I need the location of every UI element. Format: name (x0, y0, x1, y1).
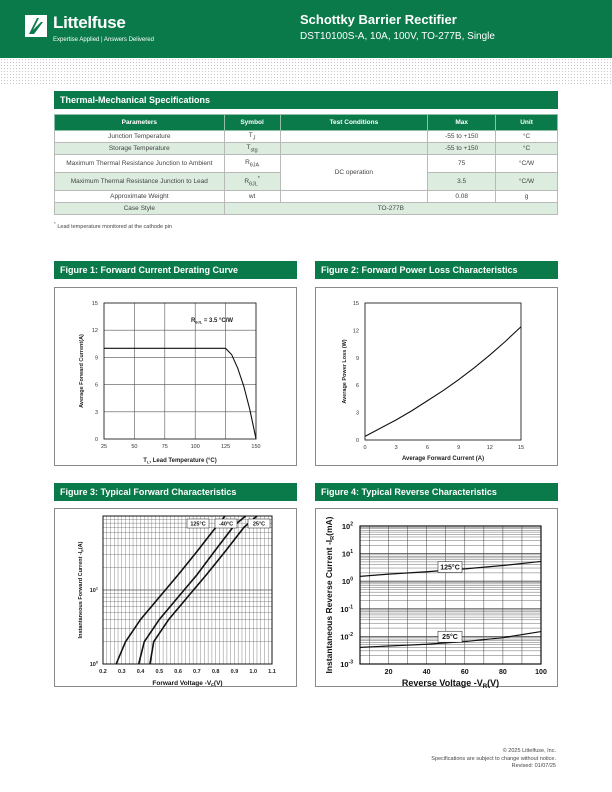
plot-frame (360, 526, 541, 664)
table-row (55, 203, 558, 215)
y-tick-base: 10 (340, 604, 349, 614)
x-axis-label-subscript: L (146, 459, 150, 465)
document-title: Schottky Barrier Rectifier (300, 12, 457, 27)
max-cell: 3.5 (428, 173, 496, 191)
y-tick-base: 10 (341, 522, 351, 531)
y-axis-label (324, 516, 336, 673)
symbol-text: T (248, 131, 253, 139)
col-header-parameters: Parameters (55, 115, 225, 131)
x-tick-label: 75 (161, 444, 168, 450)
unit-cell: g (496, 191, 558, 203)
y-tick-label (340, 604, 353, 614)
y-tick-exponent: -2 (348, 631, 353, 638)
symbol-subscript: θJL (249, 181, 258, 188)
x-axis-label (402, 678, 499, 688)
x-tick-label: 100 (190, 444, 200, 450)
unit-cell: °C/W (496, 155, 558, 173)
symbol-cell (224, 173, 280, 191)
figure-1-title: Figure 1: Forward Current Derating Curve (60, 265, 239, 275)
header-dot-band (0, 58, 612, 84)
y-tick-label: 0 (355, 438, 359, 444)
y-axis-label: Average Power Loss (W) (342, 339, 348, 404)
y-tick-base: 10 (341, 577, 351, 587)
test-condition-cell (280, 191, 428, 203)
y-tick-label: 3 (355, 410, 359, 417)
y-tick-label: 6 (355, 383, 359, 390)
x-tick-label: 0.3 (117, 669, 126, 675)
table-row (55, 155, 558, 173)
param-cell: Junction Temperature (55, 131, 225, 143)
max-cell: 0.08 (428, 191, 496, 203)
thermal-mechanical-spec-table (54, 114, 558, 215)
x-tick-label: 1.0 (249, 669, 258, 675)
y-tick-label: 0 (94, 437, 98, 443)
param-cell: Maximum Thermal Resistance Junction to Ambient (55, 155, 225, 173)
section-title: Thermal-Mechanical Specifications (60, 95, 211, 105)
y-tick-label: 3 (94, 409, 98, 416)
y-tick-label (342, 549, 353, 559)
forward-characteristics-svg (55, 509, 298, 688)
disclaimer: Specifications are subject to change without notice. (431, 755, 556, 762)
test-condition-cell (280, 131, 428, 143)
unit-cell: °C/W (496, 173, 558, 191)
figure-2-chart (315, 287, 558, 466)
y-tick-exponent: -3 (348, 659, 353, 666)
x-axis-label-subscript: R (482, 684, 488, 688)
x-tick-label: 100 (535, 669, 547, 676)
x-axis-label-text: , Lead Temperature (°C) (149, 458, 217, 464)
footnote-text: Lead temperature monitored at the cathode pin (57, 223, 172, 230)
y-tick-label (340, 660, 353, 670)
symbol-text: T (246, 143, 251, 151)
figure-4-title: Figure 4: Typical Reverse Characteristics (321, 487, 497, 497)
y-tick-label (342, 577, 353, 587)
x-tick-label: 0.6 (174, 669, 182, 675)
footnote-mark: * (54, 221, 56, 226)
symbol-cell: wt (224, 191, 280, 203)
table-row (55, 131, 558, 143)
tagline: Expertise Applied | Answers Delivered (53, 37, 154, 43)
x-tick-label: 1.1 (268, 669, 276, 675)
x-tick-label: 0 (363, 445, 367, 451)
y-tick-label: 15 (352, 301, 359, 307)
x-axis-label-text: (V) (487, 678, 500, 688)
unit-cell: °C (496, 143, 558, 155)
power-loss-svg (316, 288, 559, 467)
brand-name: Littelfuse (53, 13, 126, 32)
y-tick-base: 10 (340, 632, 349, 642)
col-header-max: Max (428, 115, 496, 131)
x-tick-label: 25 (100, 444, 108, 450)
symbol-text: R (244, 177, 250, 185)
copyright: © 2025 Littelfuse, Inc. (502, 748, 556, 754)
reverse-characteristics-svg (316, 509, 559, 688)
y-tick-exponent: -1 (348, 604, 353, 611)
y-axis-label-text: (A) (78, 541, 84, 550)
x-tick-label: 50 (131, 444, 138, 450)
x-axis-label-subscript: F (211, 682, 214, 688)
y-tick-base: 10 (340, 660, 349, 669)
param-cell: Case Style (55, 203, 225, 215)
y-tick-exponent: 1 (95, 586, 98, 591)
littelfuse-logo-icon (25, 15, 47, 37)
x-axis-label: Average Forward Current (A) (401, 456, 485, 462)
page-header (0, 0, 612, 58)
y-axis-label (78, 541, 85, 638)
document-subtitle: DST10100S-A, 10A, 100V, TO-277B, Single (300, 31, 495, 42)
plot-frame (365, 303, 521, 440)
symbol-subscript: J (252, 135, 256, 142)
symbol-subscript: stg (250, 147, 258, 154)
x-axis-label (152, 680, 222, 688)
test-condition-cell: DC operation (280, 155, 428, 191)
x-tick-label: 60 (460, 669, 469, 676)
revision-date: Revised: 01/07/25 (511, 763, 556, 769)
plot-frame (104, 303, 256, 439)
derating-curve-line (104, 348, 256, 439)
x-axis-label-text: Forward Voltage -V (152, 680, 212, 687)
max-cell: -55 to +150 (428, 143, 496, 155)
x-tick-label: 125 (221, 444, 231, 450)
param-cell: Approximate Weight (55, 191, 225, 203)
figure-2-title: Figure 2: Forward Power Loss Characteristics (321, 265, 518, 275)
table-header-row (55, 115, 558, 131)
x-tick-label: 6 (425, 445, 429, 451)
y-tick-label (340, 632, 353, 642)
table-row (55, 143, 558, 155)
derating-curve-svg (55, 288, 298, 467)
series-label: 25°C (252, 521, 266, 528)
x-tick-label: 15 (517, 445, 525, 451)
figure-3-chart (54, 508, 297, 687)
series-label: 25°C (442, 634, 458, 642)
x-axis-label-text: Reverse Voltage -V (401, 678, 483, 688)
y-axis-label-text: Instantaneous Forward Current -I (78, 551, 84, 639)
y-tick-exponent: 2 (350, 521, 353, 528)
y-tick-base: 10 (89, 662, 96, 668)
symbol-cell (224, 143, 280, 155)
annotation-text: = 3.5 °C/W (202, 318, 234, 324)
x-axis-label-text: T (143, 458, 147, 464)
symbol-cell (224, 155, 280, 173)
y-tick-label: 12 (91, 328, 98, 335)
x-axis-label-text: (V) (213, 680, 223, 687)
x-tick-label: 20 (384, 669, 393, 676)
col-header-symbol: Symbol (224, 115, 280, 131)
x-tick-label: 3 (394, 445, 398, 451)
section-title-bar (54, 91, 558, 109)
y-tick-exponent: 1 (350, 549, 353, 556)
series-label: 125°C (440, 564, 460, 572)
y-tick-label (342, 522, 353, 532)
y-tick-label (90, 661, 98, 669)
symbol-footnote-mark: * (257, 175, 260, 182)
figure-4-title-bar (315, 483, 558, 501)
y-axis-label: Average Forward Current(A) (79, 334, 85, 408)
x-tick-label: 0.2 (99, 669, 107, 675)
x-tick-label: 0.8 (211, 669, 220, 675)
annotation-label (191, 318, 233, 325)
figure-4-chart (315, 508, 558, 687)
x-tick-label: 12 (486, 445, 493, 451)
y-tick-label (90, 587, 98, 595)
y-tick-label: 9 (94, 355, 98, 362)
x-axis-label (143, 458, 216, 465)
y-tick-base: 10 (341, 549, 351, 559)
figure-1-chart (54, 287, 297, 466)
x-tick-label: 40 (422, 669, 431, 676)
series-label: 125°C (190, 521, 206, 528)
max-cell: -55 to +150 (428, 131, 496, 143)
y-tick-label: 15 (91, 301, 98, 307)
x-tick-label: 0.9 (230, 669, 239, 675)
param-cell: Maximum Thermal Resistance Junction to Lead (55, 173, 225, 191)
figure-2-title-bar (315, 261, 558, 279)
x-tick-label: 0.4 (136, 669, 145, 675)
annotation-subscript: θJL (195, 319, 203, 325)
figure-3-title: Figure 3: Typical Forward Characteristics (60, 487, 237, 497)
y-tick-base: 10 (89, 588, 96, 594)
x-tick-label: 80 (498, 669, 507, 676)
y-axis-label-subscript: F (79, 549, 85, 552)
test-condition-cell (280, 143, 428, 155)
unit-cell: °C (496, 131, 558, 143)
y-tick-exponent: 0 (350, 576, 353, 583)
symbol-text: R (245, 158, 250, 166)
table-footnote (54, 221, 172, 230)
x-tick-label: 150 (251, 444, 261, 450)
power-loss-curve-line (365, 327, 521, 437)
col-header-unit: Unit (496, 115, 558, 131)
y-axis-label-text: (mA) (324, 516, 334, 536)
figure-1-title-bar (54, 261, 297, 279)
x-tick-label: 0.7 (193, 669, 201, 675)
page-footer (431, 748, 556, 771)
y-tick-label: 12 (352, 328, 359, 335)
max-cell: 75 (428, 155, 496, 173)
symbol-subscript: θJA (249, 162, 260, 169)
col-header-test-conditions: Test Conditions (280, 115, 428, 131)
y-axis-label-text: Instantaneous Reverse Current -I (324, 539, 334, 674)
figure-3-title-bar (54, 483, 297, 501)
x-tick-label: 0.5 (155, 669, 164, 675)
y-tick-label: 6 (94, 382, 98, 389)
symbol-cell (224, 131, 280, 143)
case-style-cell: TO-277B (224, 203, 557, 215)
table-row (55, 191, 558, 203)
y-axis-label-subscript: R (330, 535, 336, 540)
series-label: -40°C (218, 521, 234, 528)
y-tick-exponent: 0 (95, 660, 98, 665)
x-tick-label: 9 (457, 445, 461, 451)
annotation-text: R (191, 318, 196, 324)
y-tick-label: 9 (355, 355, 359, 362)
param-cell: Storage Temperature (55, 143, 225, 155)
